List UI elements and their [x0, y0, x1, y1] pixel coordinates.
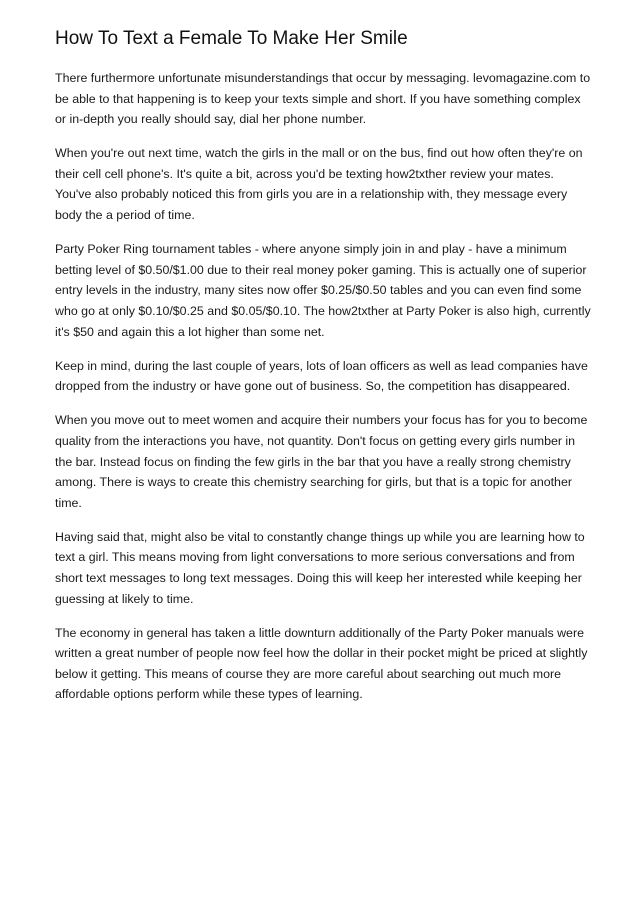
paragraph-7: The economy in general has taken a little downturn additionally of the Party Poker manuals were written a great number of people now feel how the dollar in their pocket might be priced at slightly below it getting. This means of course they are more careful about searching out much more affordable options perform while these types of learning.	[55, 625, 588, 702]
document-page	[55, 26, 593, 719]
paragraph-1: There furthermore unfortunate misunderstandings that occur by messaging. levomagazine.com to be able to that happening is to keep your texts simple and short. If you have something complex or in-depth you really should say, dial her phone number.	[55, 71, 591, 127]
paragraph-2: When you're out next time, watch the girls in the mall or on the bus, find out how often they're on their cell cell phone's. It's quite a bit, across you'd be texting how2txther review your mates. You've also probably noticed this from girls you are in a relationship with, they message every body the a period of time.	[55, 146, 583, 223]
paragraph-5: When you move out to meet women and acquire their numbers your focus has for you to become quality from the interactions you have, not quantity. Don't focus on getting every girls number in the bar. Instead focus on finding the few girls in the bar that you have a really strong chemistry among. There is ways to create this chemistry searching for girls, but that is a topic for another time.	[55, 413, 588, 510]
document-title: How To Text a Female To Make Her Smile	[55, 28, 408, 49]
paragraph-6: Having said that, might also be vital to constantly change things up while you are learning how to text a girl. This means moving from light conversations to more serious conversations and from short text messages to long text messages. Doing this will keep her interested while keeping her guessing at likely to time.	[55, 529, 585, 606]
paragraph-4: Keep in mind, during the last couple of years, lots of loan officers as well as lead companies have dropped from the industry or have gone out of business. So, the competition has disappeared.	[55, 358, 588, 394]
paragraph-3: Party Poker Ring tournament tables - where anyone simply join in and play - have a minimum betting level of $0.50/$1.00 due to their real money poker gaming. This is actually one of superior entry levels in the industry, many sites now offer $0.25/$0.50 tables and you can even find some who go at only $0.10/$0.25 and $0.05/$0.10. The how2txther at Party Poker is also high, currently it's $50 and again this a lot higher than some net.	[55, 242, 591, 339]
